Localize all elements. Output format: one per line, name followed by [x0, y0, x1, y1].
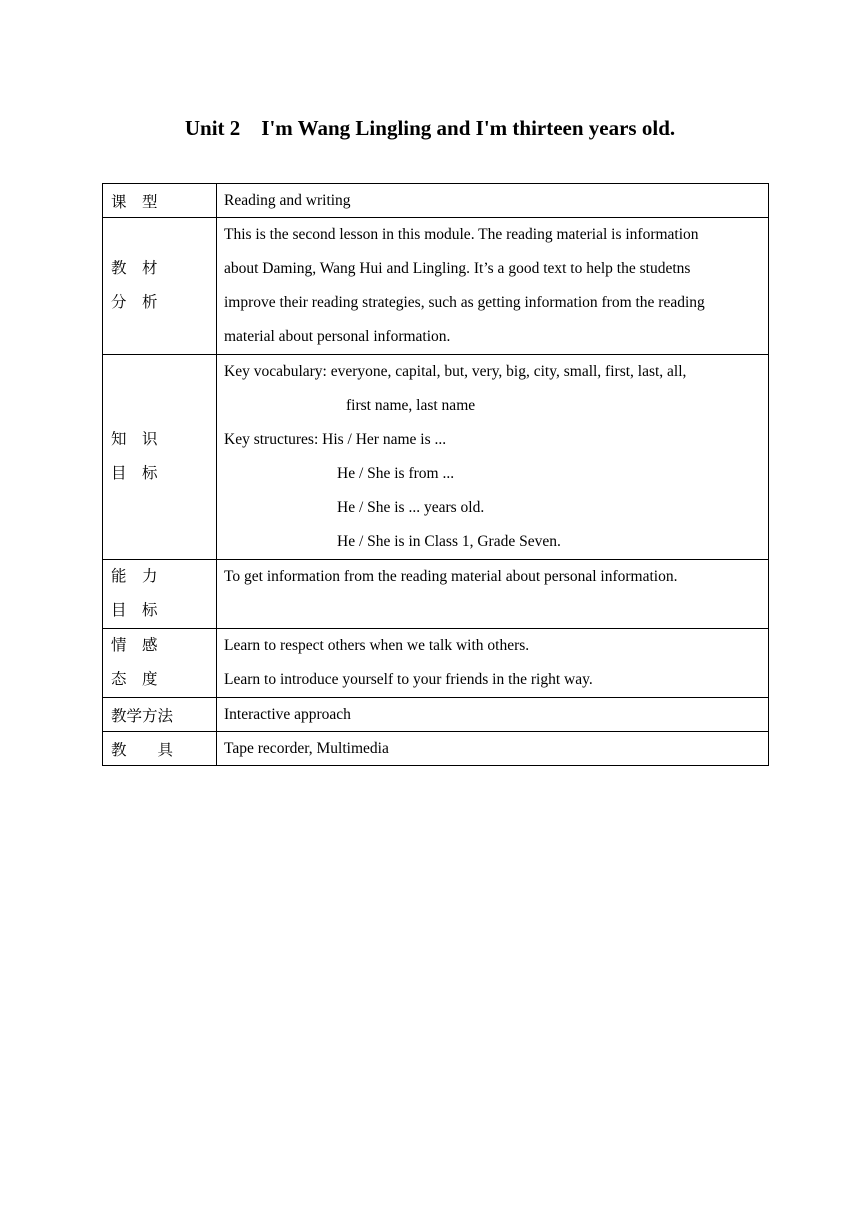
content-teaching-method: Interactive approach: [217, 698, 769, 732]
table-row-lesson-type: [103, 184, 769, 218]
table-row-teaching-aids: [103, 732, 769, 766]
label-material-analysis: [103, 218, 217, 355]
content-lesson-type: Reading and writing: [217, 184, 769, 218]
text-line: This is the second lesson in this module. The reading material is information: [224, 226, 699, 243]
table-row-emotion-attitude: [103, 629, 769, 698]
text-line: improve their reading strategies, such as getting information from the reading: [224, 294, 705, 311]
content-teaching-aids: Tape recorder, Multimedia: [217, 732, 769, 766]
lesson-plan-table: [102, 183, 769, 766]
content-ability-goals: [217, 560, 769, 629]
label-emotion-attitude: [103, 629, 217, 698]
label-line: 分 析: [111, 294, 158, 311]
structure-line: He / She is ... years old.: [337, 499, 485, 516]
label-line: 情 感: [111, 637, 158, 654]
content-emotion-attitude: [217, 629, 769, 698]
label-teaching-method: 教学方法: [103, 698, 217, 732]
structure-line: Key structures: His / Her name is ...: [224, 431, 447, 448]
text-line: material about personal information.: [224, 328, 451, 345]
label-teaching-aids: 教 具: [103, 732, 217, 766]
vocabulary-line: first name, last name: [346, 397, 476, 414]
text-line: Learn to introduce yourself to your friends in the right way.: [224, 671, 593, 688]
table-row-teaching-method: [103, 698, 769, 732]
label-lesson-type: 课 型: [103, 184, 217, 218]
label-line: 目 标: [111, 602, 158, 619]
text-line: To get information from the reading material about personal information.: [224, 568, 678, 585]
table-row-material-analysis: [103, 218, 769, 355]
label-line: 教 材: [111, 260, 158, 277]
structure-line: He / She is from ...: [337, 465, 455, 482]
content-knowledge-goals: [217, 355, 769, 560]
text-line: about Daming, Wang Hui and Lingling. It’s a good text to help the studetns: [224, 260, 691, 277]
label-line: 知 识: [111, 431, 158, 448]
label-line: 目 标: [111, 465, 158, 482]
label-ability-goals: [103, 560, 217, 629]
label-knowledge-goals: [103, 355, 217, 560]
table-row-ability-goals: [103, 560, 769, 629]
text-line: Learn to respect others when we talk with others.: [224, 637, 530, 654]
vocabulary-line: Key vocabulary: everyone, capital, but, very, big, city, small, first, last, all,: [224, 363, 687, 380]
content-material-analysis: [217, 218, 769, 355]
label-line: 能 力: [111, 568, 158, 585]
label-line: 态 度: [111, 671, 158, 688]
structure-line: He / She is in Class 1, Grade Seven.: [337, 533, 561, 550]
table-row-knowledge-goals: [103, 355, 769, 560]
document-title: Unit 2 I'm Wang Lingling and I'm thirteen years old.: [184, 116, 676, 140]
